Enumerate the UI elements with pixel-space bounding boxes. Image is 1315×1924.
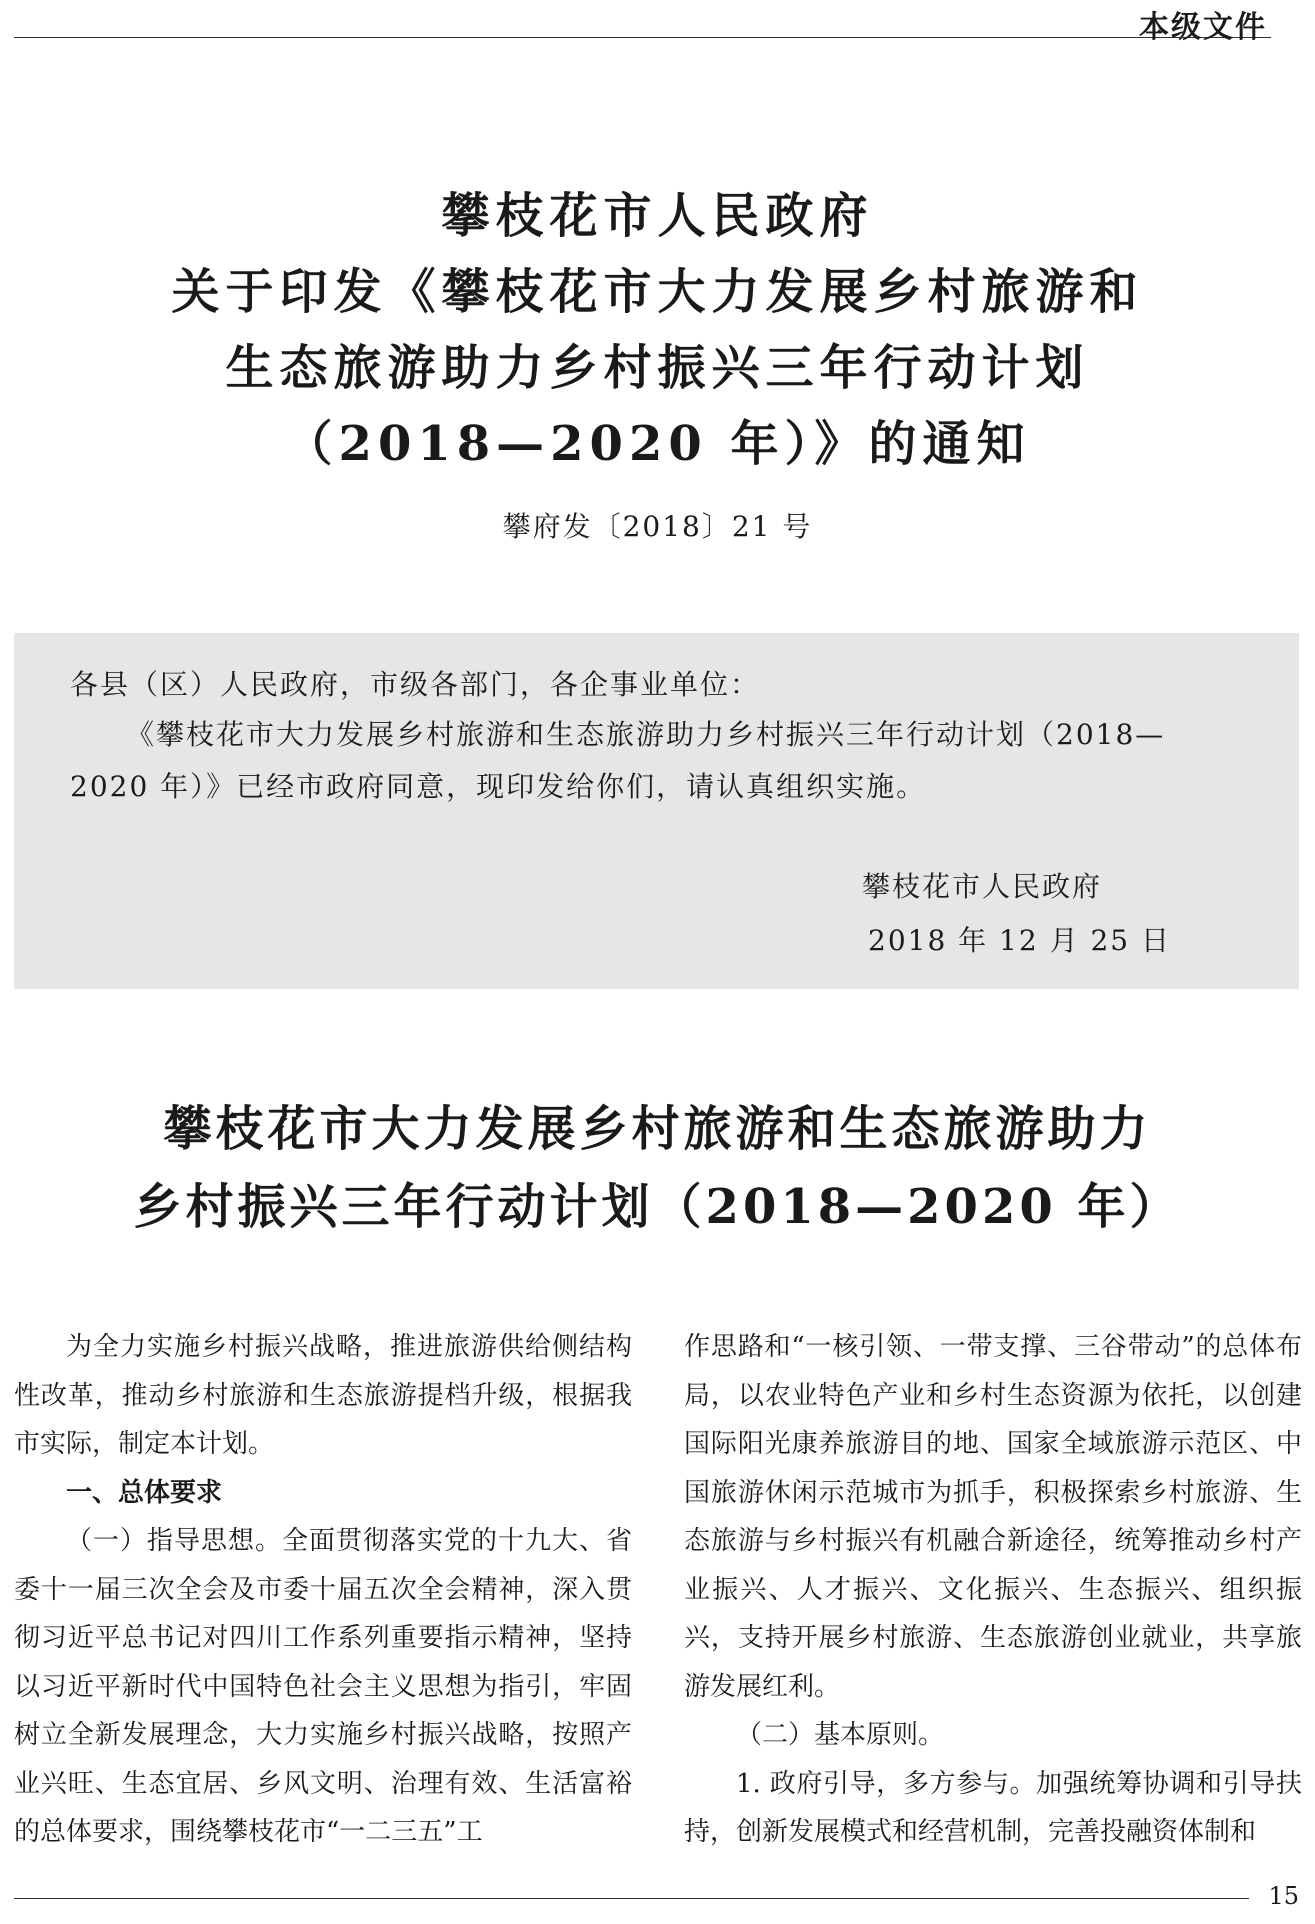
notice-date: 2018 年 12 月 25 日 <box>868 924 1172 957</box>
doc-number: 攀府发〔2018〕21 号 <box>502 510 813 543</box>
notice-title-line: 攀枝花市人民政府 <box>441 188 874 244</box>
footer-rule <box>14 1898 1249 1899</box>
section-tag: 本级文件 <box>1139 10 1267 45</box>
plan-title-line: 攀枝花市大力发展乡村旅游和生态旅游助力 <box>163 1101 1152 1157</box>
notice-box <box>14 633 1299 989</box>
notice-title <box>0 178 1315 482</box>
plan-title-line: 乡村振兴三年行动计划（2018—2020 年） <box>133 1179 1182 1235</box>
notice-body: 《攀枝花市大力发展乡村旅游和生态旅游助力乡村振兴三年行动计划（2018—2020 年）》已经市政府同意，现印发给你们，请认真组织实施。 <box>70 718 1166 803</box>
paragraph: （二）基本原则。 <box>736 1720 945 1750</box>
section-heading: 一、总体要求 <box>66 1477 223 1508</box>
notice-title-line: 关于印发《攀枝花市大力发展乡村旅游和 <box>171 264 1144 320</box>
plan-left-column <box>14 1323 632 1857</box>
paragraph: 为全力实施乡村振兴战略，推进旅游供给侧结构性改革，推动乡村旅游和生态旅游提档升级，根据我市实际，制定本计划。 <box>14 1332 632 1459</box>
notice-recipients: 各县（区）人民政府，市级各部门，各企事业单位： <box>70 668 761 701</box>
paragraph: （一）指导思想。全面贯彻落实党的十九大、省委十一届三次全会及市委十届五次全会精神，深入贯彻习近平总书记对四川工作系列重要指示精神，坚持以习近平新时代中国特色社会主义思想为指引，牢固树立全新发展理念，大力实施乡村振兴战略，按照产业兴旺、生态宜居、乡风文明、治理有效、生活富裕的总体要求，围绕攀枝花市“一二三五”工 <box>14 1526 632 1847</box>
notice-title-line: （2018—2020 年）》的通知 <box>284 416 1031 472</box>
notice-signer: 攀枝花市人民政府 <box>862 870 1103 903</box>
paragraph: 1. 政府引导，多方参与。加强统筹协调和引导扶持，创新发展模式和经营机制，完善投融资体制和 <box>684 1768 1302 1847</box>
header-rule <box>14 37 1271 38</box>
plan-title <box>0 1090 1315 1246</box>
paragraph-continued: 作思路和“一核引领、一带支撑、三谷带动”的总体布局，以农业特色产业和乡村生态资源为依托，以创建国际阳光康养旅游目的地、国家全域旅游示范区、中国旅游休闲示范城市为抓手，积极探索乡村旅游、生态旅游与乡村振兴有机融合新途径，统筹推动乡村产业振兴、人才振兴、文化振兴、生态振兴、组织振兴，支持开展乡村旅游、生态旅游创业就业，共享旅游发展红利。 <box>684 1332 1302 1702</box>
plan-right-column <box>684 1323 1302 1857</box>
page-number: 15 <box>1268 1882 1299 1910</box>
notice-title-line: 生态旅游助力乡村振兴三年行动计划 <box>225 340 1090 396</box>
